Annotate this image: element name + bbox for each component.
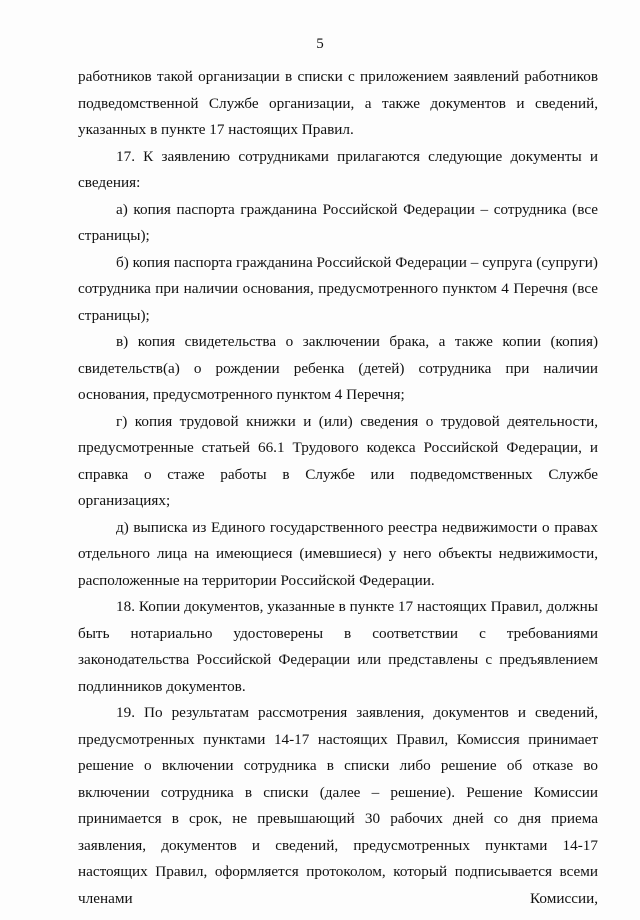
paragraph-item-19: 19. По результатам рассмотрения заявления, документов и сведений, предусмотренных пунктами 14-17 настоящих Правил, Комиссия принимает решение о включении сотрудника в списки либо решение об отказе во включении сотрудника в списки (далее – решение). Решение Комиссии принимается в срок, не превышающий 30 рабочих дней со дня приема заявления, документов и сведений, предусмотренных пунктами 14-17 настоящих Правил, оформляется протоколом, который подписывается всеми членами Комиссии, <box>78 704 598 907</box>
document-body <box>78 64 598 912</box>
paragraph-item-17: 17. К заявлению сотрудниками прилагаются следующие документы и сведения: <box>78 147 598 191</box>
paragraph-continuation: работников такой организации в списки с приложением заявлений работников подведомственной Службе организации, а также документов и сведений, указанных в пункте 17 настоящих Правил. <box>78 68 598 138</box>
page-number: 5 <box>316 36 324 52</box>
paragraph-item-17d: д) выписка из Единого государственного реестра недвижимости о правах отдельного лица на имеющиеся (имевшиеся) у него объекты недвижимости, расположенные на территории Российской Федерации. <box>78 518 598 589</box>
paragraph-item-17v: в) копия свидетельства о заключении брака, а также копии (копия) свидетельств(а) о рождении ребенка (детей) сотрудника при наличии основания, предусмотренного пунктом 4 Перечня; <box>78 333 598 403</box>
paragraph-item-17a: а) копия паспорта гражданина Российской Федерации – сотрудника (все страницы); <box>78 200 598 244</box>
paragraph-item-18: 18. Копии документов, указанные в пункте 17 настоящих Правил, должны быть нотариально удостоверены в соответствии с требованиями законодательства Российской Федерации или представлены с предъявлением подлинников документов. <box>78 598 598 695</box>
paragraph-item-17g: г) копия трудовой книжки и (или) сведения о трудовой деятельности, предусмотренные статьей 66.1 Трудового кодекса Российской Федерации, и справка о стаже работы в Службе или подведомственных Службе организациях; <box>78 412 598 509</box>
paragraph-item-17b: б) копия паспорта гражданина Российской Федерации – супруга (супруги) сотрудника при наличии основания, предусмотренного пунктом 4 Перечня (все страницы); <box>78 253 598 324</box>
